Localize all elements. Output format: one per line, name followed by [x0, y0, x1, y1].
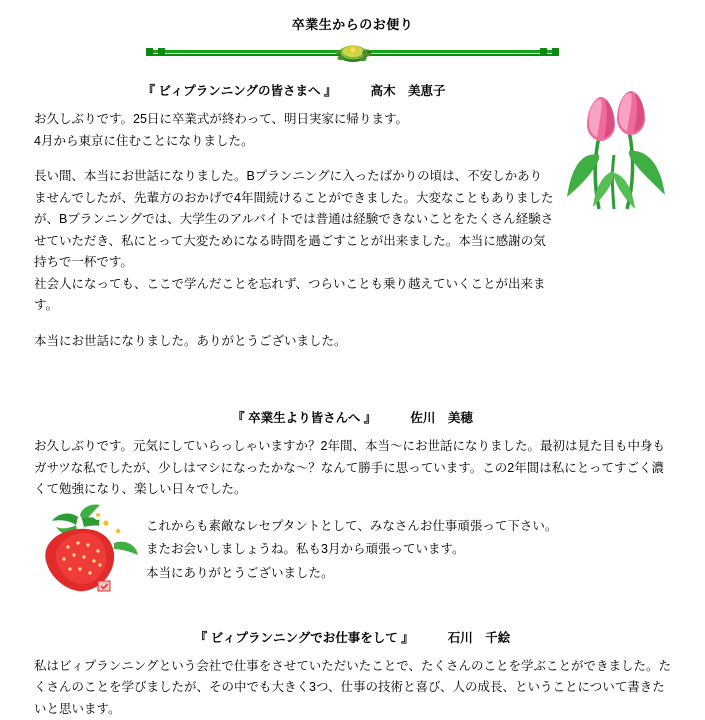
divider-square-right-inner — [540, 48, 547, 55]
letter-1-title: 『 ビィプランニングの皆さまへ 』 — [142, 84, 337, 98]
turtle-icon — [330, 39, 376, 65]
section-spacer-1 — [34, 366, 671, 392]
letter-3-title: 『 ビィプランニングでお仕事をして 』 — [194, 630, 414, 645]
letter-2-author: 佐川 美穂 — [410, 411, 473, 425]
letter-section-2 — [34, 408, 671, 586]
letter-3-paragraph-1: 私はビィプランニングという会社で仕事をさせていただいたことで、たくさんのことを学ぶことができました。たくさんのことを学びましたが、その中でも大きく3つ、仕事の技術と喜び、人の成長、ということについて書きたいと思います。 — [34, 658, 672, 716]
page-title: 卒業生からのお便り — [291, 17, 414, 32]
strawberry-illustration — [32, 503, 150, 599]
letter-1-author: 高木 美恵子 — [370, 84, 446, 98]
divider-square-left-outer — [146, 48, 153, 55]
letter-2-indent-area — [34, 515, 671, 586]
letter-1-paragraph-1: お久しぶりです。25日に卒業式が終わって、明日実家に帰ります。 4月から東京に住むことになりました。 — [34, 112, 409, 148]
divider-square-right-outer — [552, 48, 559, 55]
letter-3-author: 石川 千絵 — [447, 630, 511, 645]
letter-1-content — [34, 81, 554, 352]
letter-2-indent-line-3: 本当にありがとうございました。 — [146, 566, 334, 580]
letter-1-paragraph-2: 長い間、本当にお世話になりました。Bプランニングに入ったばかりの頃は、不安しかありませんでしたが、先輩方のおかげで4年間続けることができました。大変なこともありましたが、Bプランニングでは、大学生のアルバイトでは普通は経験できないことをたくさん経験させていただき、私にとって大変ためになる時間を過ごすことが出来ました。本当に感謝の気持ちで一杯です。 社会人になっても、ここで学んだことを忘れず、つらいことも乗り越えていくことが出来ます。 — [34, 169, 554, 312]
decorative-divider — [34, 39, 671, 65]
letter-2-heading — [34, 408, 671, 426]
divider-square-left-inner — [158, 48, 165, 55]
letter-section-1 — [34, 81, 671, 352]
letter-section-3 — [34, 628, 671, 720]
tulips-illustration — [559, 85, 677, 213]
letter-2-indent-line-1: これからも素敵なレセプタントとして、みなさんお仕事頑張って下さい。 — [146, 518, 558, 533]
letter-2-paragraph-1: お久しぶりです。元気にしていらっしゃいますか？2年間、本当～にお世話になりました。最初は見た目も中身もガサツな私でしたが、少しはマシになったかな～？なんて勝手に思っています。この2年間は私にとってすごく濃くて勉強になり、楽しい日々でした。 — [34, 439, 665, 496]
letter-2-indent-line-2: またお会いしましょうね。私も3月から頑張っています。 — [146, 542, 465, 557]
letter-1-heading — [34, 81, 554, 99]
letter-1-paragraph-3: 本当にお世話になりました。ありがとうございました。 — [34, 333, 347, 348]
letter-2-title: 『 卒業生より皆さんへ 』 — [232, 411, 377, 425]
letter-2-indented-lines — [146, 515, 671, 586]
letter-3-heading — [34, 628, 671, 646]
